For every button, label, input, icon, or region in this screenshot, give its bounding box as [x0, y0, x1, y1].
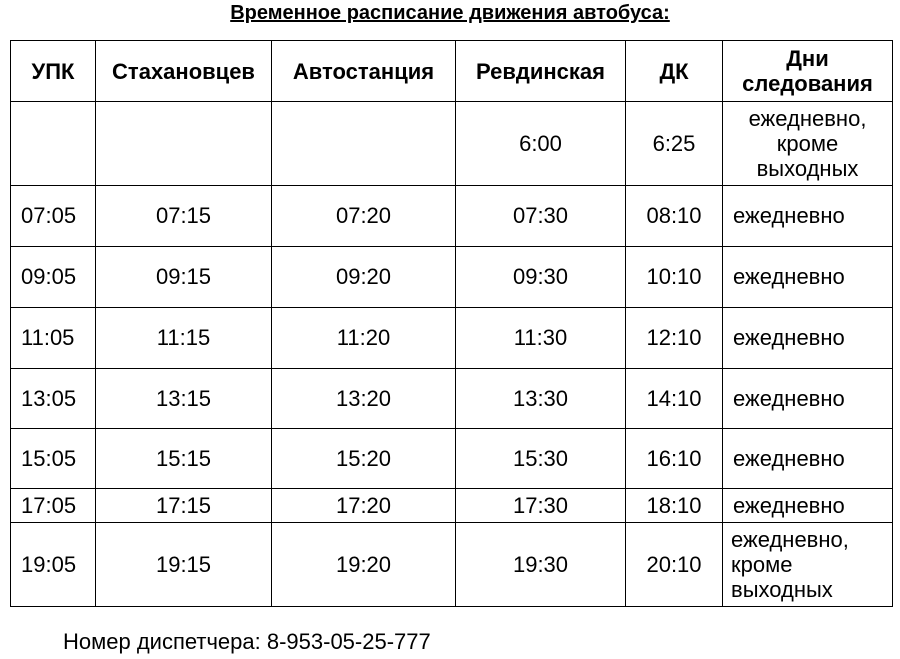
cell-dk: 16:10 [626, 429, 723, 489]
cell-avtostantsiya: 11:20 [272, 308, 456, 369]
schedule-title: Временное расписание движения автобуса: [230, 2, 670, 24]
cell-avtostantsiya: 17:20 [272, 489, 456, 523]
cell-revdinskaya: 6:00 [456, 102, 626, 186]
cell-stakhanovtsev: 17:15 [96, 489, 272, 523]
cell-upk: 09:05 [11, 247, 96, 308]
cell-revdinskaya: 13:30 [456, 369, 626, 429]
cell-dk: 14:10 [626, 369, 723, 429]
cell-days: ежедневно [723, 247, 893, 308]
header-dk: ДК [626, 41, 723, 102]
cell-revdinskaya: 07:30 [456, 186, 626, 247]
cell-days: ежедневно, кроме выходных [723, 102, 893, 186]
cell-avtostantsiya: 13:20 [272, 369, 456, 429]
cell-upk: 15:05 [11, 429, 96, 489]
cell-stakhanovtsev: 19:15 [96, 523, 272, 607]
header-row [11, 41, 893, 102]
cell-avtostantsiya [272, 102, 456, 186]
cell-days: ежедневно [723, 429, 893, 489]
cell-revdinskaya: 19:30 [456, 523, 626, 607]
table-row [11, 247, 893, 308]
cell-stakhanovtsev: 09:15 [96, 247, 272, 308]
cell-dk: 08:10 [626, 186, 723, 247]
table-row [11, 429, 893, 489]
table-row [11, 186, 893, 247]
cell-avtostantsiya: 15:20 [272, 429, 456, 489]
cell-stakhanovtsev: 11:15 [96, 308, 272, 369]
table-row [11, 489, 893, 523]
cell-avtostantsiya: 19:20 [272, 523, 456, 607]
cell-revdinskaya: 11:30 [456, 308, 626, 369]
cell-stakhanovtsev [96, 102, 272, 186]
header-stakhanovtsev: Стахановцев [96, 41, 272, 102]
cell-avtostantsiya: 09:20 [272, 247, 456, 308]
cell-revdinskaya: 09:30 [456, 247, 626, 308]
cell-upk: 19:05 [11, 523, 96, 607]
cell-revdinskaya: 15:30 [456, 429, 626, 489]
table-row [11, 523, 893, 607]
cell-days: ежедневно, кроме выходных [723, 523, 893, 607]
cell-upk [11, 102, 96, 186]
cell-stakhanovtsev: 13:15 [96, 369, 272, 429]
cell-days: ежедневно [723, 186, 893, 247]
cell-upk: 07:05 [11, 186, 96, 247]
cell-stakhanovtsev: 15:15 [96, 429, 272, 489]
table-row [11, 102, 893, 186]
cell-stakhanovtsev: 07:15 [96, 186, 272, 247]
cell-dk: 20:10 [626, 523, 723, 607]
header-days: Дни следования [723, 41, 893, 102]
cell-days: ежедневно [723, 369, 893, 429]
cell-upk: 17:05 [11, 489, 96, 523]
header-revdinskaya: Ревдинская [456, 41, 626, 102]
dispatcher-phone: Номер диспетчера: 8-953-05-25-777 [63, 629, 431, 654]
cell-dk: 10:10 [626, 247, 723, 308]
cell-upk: 13:05 [11, 369, 96, 429]
schedule-table [10, 40, 893, 607]
cell-dk: 12:10 [626, 308, 723, 369]
cell-dk: 18:10 [626, 489, 723, 523]
header-upk: УПК [11, 41, 96, 102]
cell-days: ежедневно [723, 308, 893, 369]
cell-revdinskaya: 17:30 [456, 489, 626, 523]
cell-avtostantsiya: 07:20 [272, 186, 456, 247]
header-avtostantsiya: Автостанция [272, 41, 456, 102]
cell-upk: 11:05 [11, 308, 96, 369]
table-row [11, 369, 893, 429]
cell-days: ежедневно [723, 489, 893, 523]
cell-dk: 6:25 [626, 102, 723, 186]
table-row [11, 308, 893, 369]
